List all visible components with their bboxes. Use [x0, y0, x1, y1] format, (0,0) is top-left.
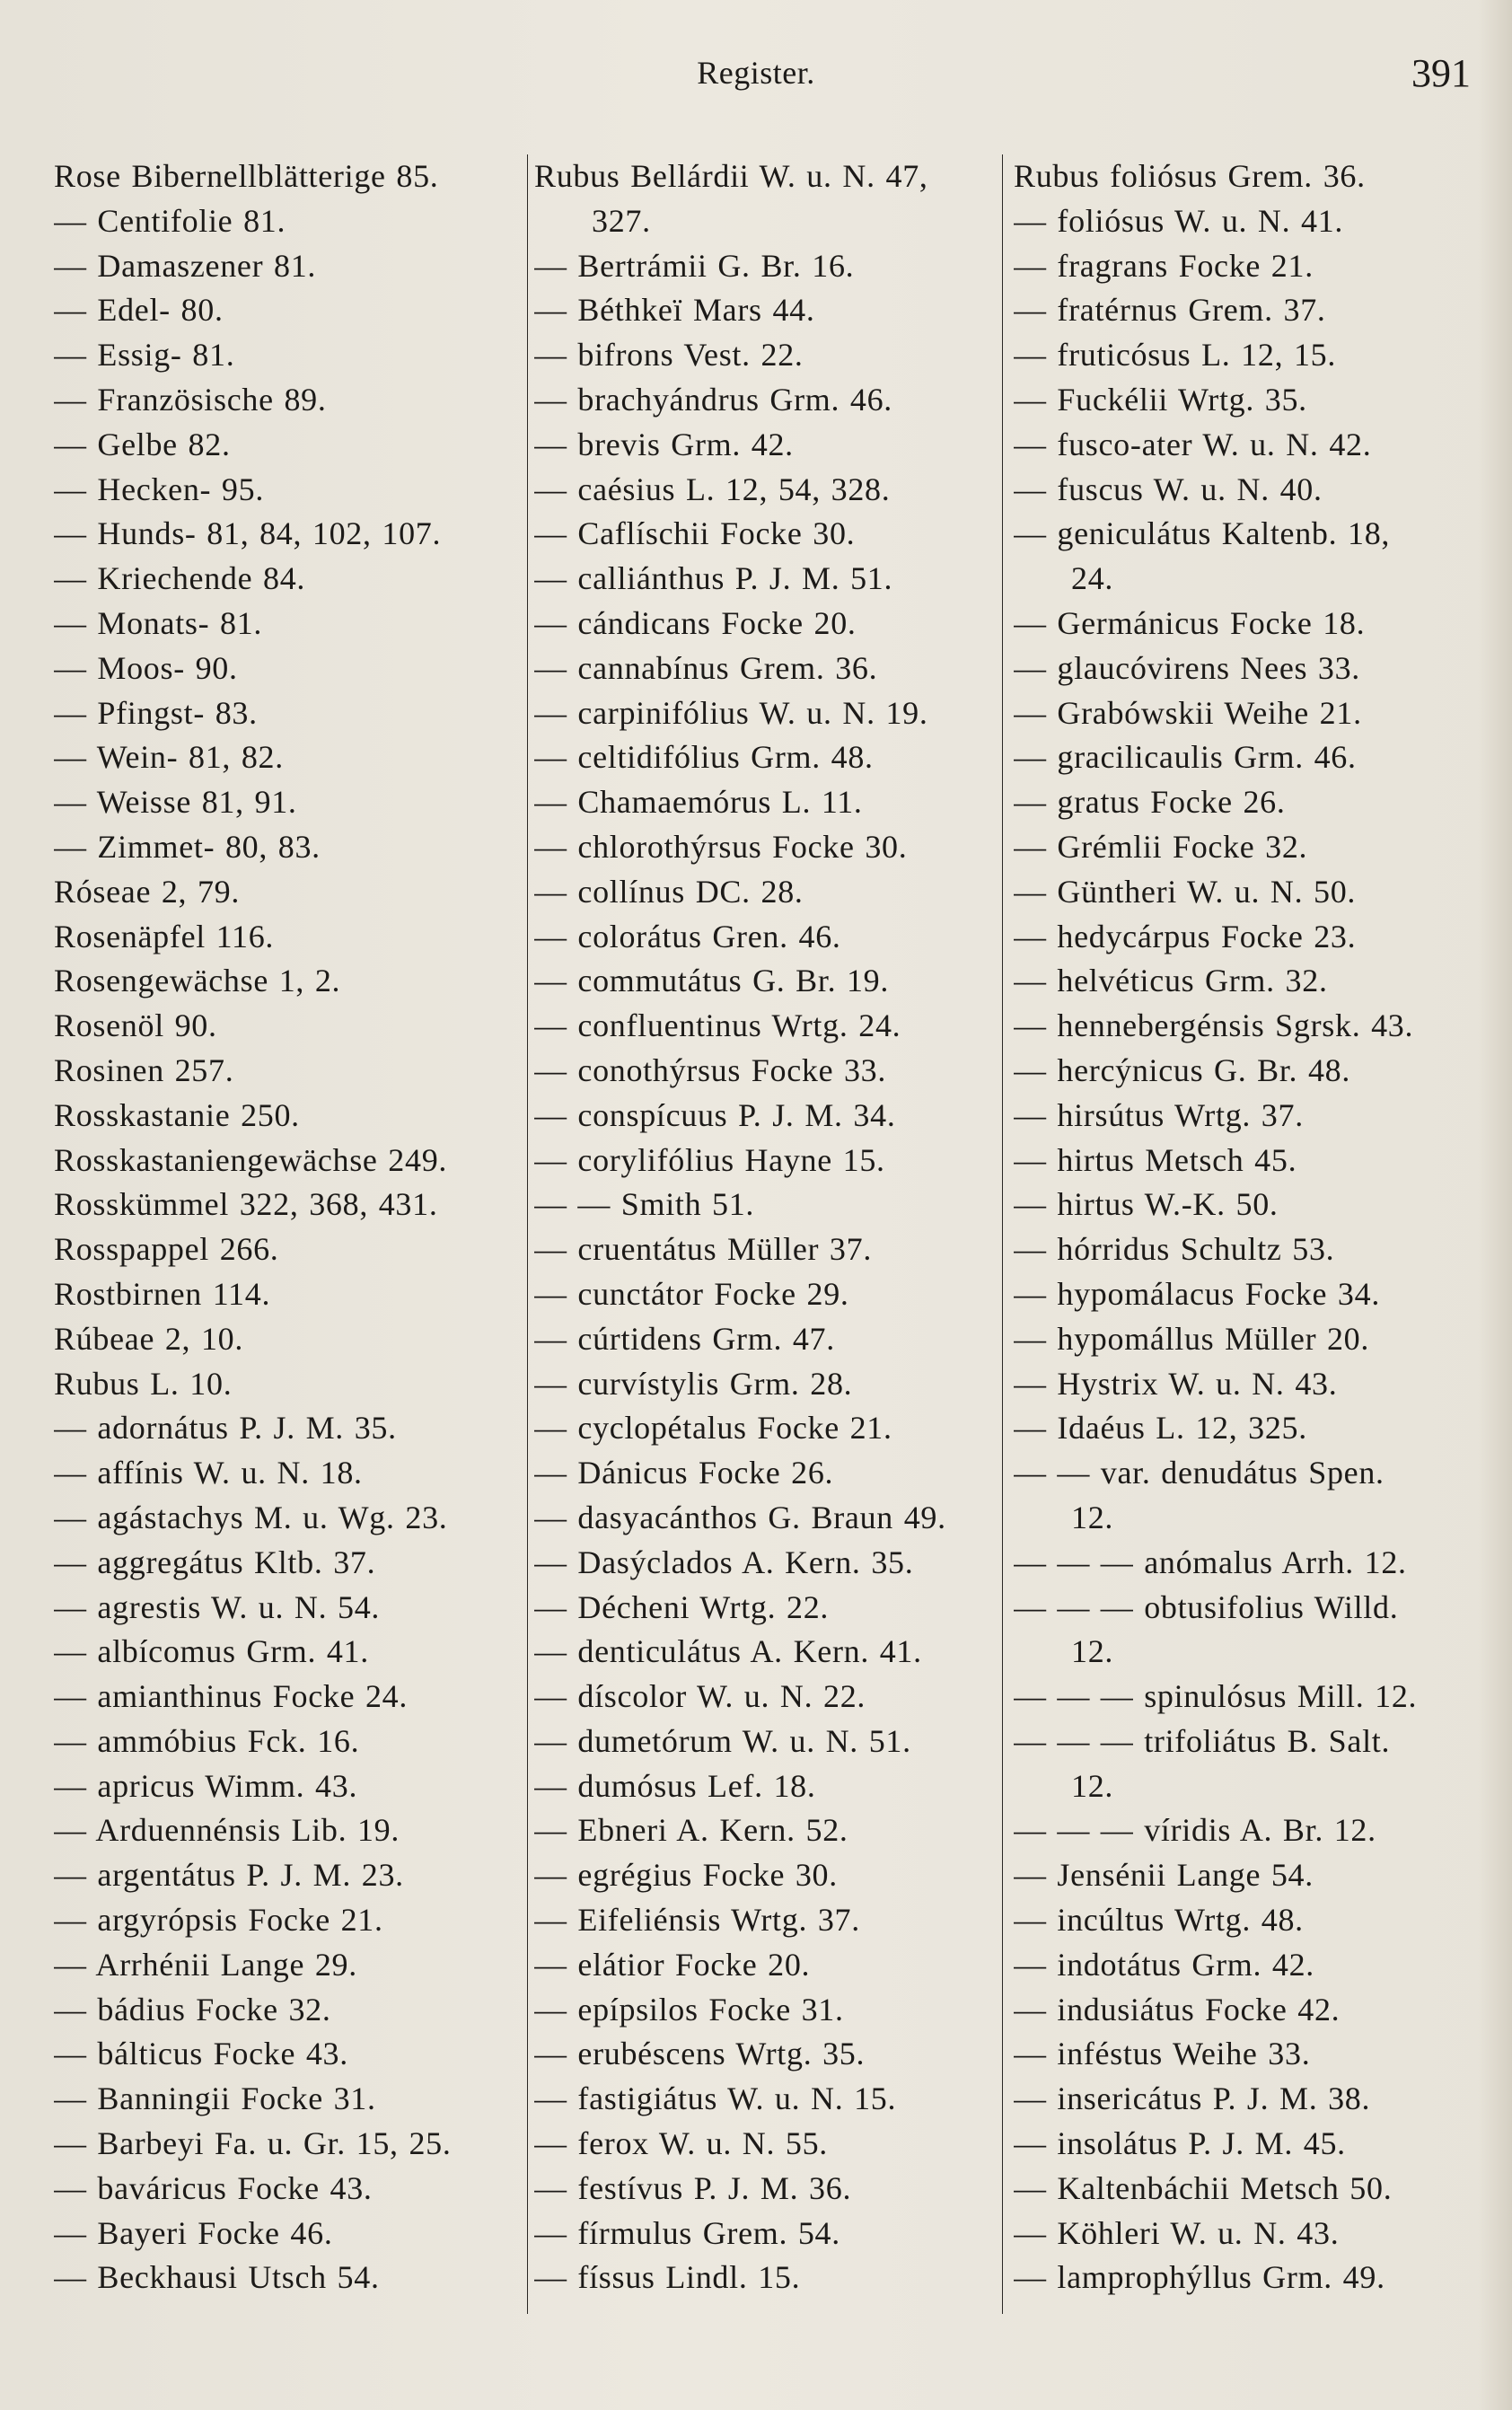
index-entry: — hirtus Metsch 45. [1014, 1141, 1297, 1178]
index-entry: — agrestis W. u. N. 54. [54, 1588, 381, 1625]
index-entry: — foliósus W. u. N. 41. [1014, 202, 1344, 239]
index-entry: — Gelbe 82. [54, 426, 231, 462]
index-entry: — Barbeyi Fa. u. Gr. 15, 25. [54, 2125, 452, 2162]
index-entry: — hercýnicus G. Br. 48. [1014, 1051, 1351, 1088]
index-entry: — Arrhénii Lange 29. [54, 1946, 357, 1983]
page-number: 391 [1411, 51, 1471, 95]
index-entry: — Arduennénsis Lib. 19. [54, 1812, 400, 1849]
index-entry: — Eifeliénsis Wrtg. 37. [534, 1902, 860, 1939]
index-entry: — fruticósus L. 12, 15. [1014, 337, 1337, 374]
index-entry: — Edel- 80. [54, 292, 224, 329]
index-entry: — festívus P. J. M. 36. [534, 2169, 852, 2206]
index-entry: — denticulátus A. Kern. 41. [534, 1633, 922, 1670]
index-entry: — insericátus P. J. M. 38. [1014, 2080, 1371, 2117]
index-entry: — díscolor W. u. N. 22. [534, 1678, 866, 1715]
index-entry: — Moos- 90. [54, 649, 238, 686]
index-entry: — Bayeri Focke 46. [54, 2214, 333, 2251]
index-entry: — Monats- 81. [54, 604, 263, 641]
index-entry: — argentátus P. J. M. 23. [54, 1857, 404, 1894]
index-entry: — gratus Focke 26. [1014, 784, 1286, 821]
index-entry: — Kriechende 84. [54, 560, 306, 597]
index-entry: — Hunds- 81, 84, 102, 107. [54, 515, 442, 552]
index-entry: — — — víridis A. Br. 12. [1014, 1812, 1376, 1849]
index-entry: — inféstus Weihe 33. [1014, 2036, 1311, 2072]
index-entry: — gracilicaulis Grm. 46. [1014, 739, 1357, 776]
index-entry-continuation: 12. [1071, 1633, 1114, 1670]
index-entry: — insolátus P. J. M. 45. [1014, 2125, 1346, 2162]
index-entry: — conothýrsus Focke 33. [534, 1051, 887, 1088]
index-entry: — cándicans Focke 20. [534, 604, 857, 641]
index-entry: Rubus Bellárdii W. u. N. 47, [534, 158, 928, 194]
index-entry-list [1014, 154, 1485, 2300]
index-entry: — Germánicus Focke 18. [1014, 604, 1366, 641]
running-head [0, 50, 1512, 104]
index-entry: — amianthinus Focke 24. [54, 1678, 409, 1715]
index-entry: Rostbirnen 114. [54, 1275, 271, 1312]
index-entry: — calliánthus P. J. M. 51. [534, 560, 893, 597]
index-entry: Rosskastanie 250. [54, 1096, 300, 1133]
index-entry-list [54, 154, 521, 2300]
index-entry: — adornátus P. J. M. 35. [54, 1410, 397, 1447]
index-entry: — conspícuus P. J. M. 34. [534, 1096, 896, 1133]
index-entry: — fusco-ater W. u. N. 42. [1014, 426, 1372, 462]
index-entry: — epípsilos Focke 31. [534, 1991, 844, 2027]
index-entry: — físsus Lindl. 15. [534, 2259, 801, 2296]
index-entry: — Güntheri W. u. N. 50. [1014, 873, 1357, 910]
index-entry: — Caflíschii Focke 30. [534, 515, 856, 552]
index-entry: Rubus foliósus Grem. 36. [1014, 158, 1366, 194]
index-entry: — curvístylis Grm. 28. [534, 1365, 853, 1402]
index-entry: — hennebergénsis Sgrsk. 43. [1014, 1007, 1414, 1044]
index-entry: Rosspappel 266. [54, 1231, 279, 1268]
index-entry: — commutátus G. Br. 19. [534, 963, 890, 999]
index-entry: Rosenäpfel 116. [54, 918, 275, 954]
index-entry: — Hystrix W. u. N. 43. [1014, 1365, 1338, 1402]
index-entry: — geniculátus Kaltenb. 18, [1014, 515, 1391, 552]
index-entry: — indusiátus Focke 42. [1014, 1991, 1341, 2027]
index-entry: — cunctátor Focke 29. [534, 1275, 849, 1312]
index-entry: — Ebneri A. Kern. 52. [534, 1812, 848, 1849]
index-entry: — indotátus Grm. 42. [1014, 1946, 1314, 1983]
index-entry-continuation: 24. [1071, 560, 1114, 597]
index-entry: — brevis Grm. 42. [534, 426, 794, 462]
index-entry: — corylifólius Hayne 15. [534, 1141, 885, 1178]
index-entry: — Wein- 81, 82. [54, 739, 284, 776]
index-column-3 [1014, 154, 1485, 2345]
index-entry: Rosengewächse 1, 2. [54, 963, 341, 999]
index-entry: — Grémlii Focke 32. [1014, 828, 1308, 865]
index-entry: — Bertrámii G. Br. 16. [534, 247, 855, 284]
index-entry: — — — anómalus Arrh. 12. [1014, 1544, 1407, 1580]
index-entry: — cannabínus Grem. 36. [534, 649, 878, 686]
index-entry: — Banningii Focke 31. [54, 2080, 376, 2117]
index-entry: — Chamaemórus L. 11. [534, 784, 863, 821]
index-entry: — Décheni Wrtg. 22. [534, 1588, 830, 1625]
index-entry: — affínis W. u. N. 18. [54, 1455, 363, 1491]
index-entry: — — — obtusifolius Willd. [1014, 1588, 1399, 1625]
index-entry: Rosskümmel 322, 368, 431. [54, 1186, 438, 1223]
index-entry: — bádius Focke 32. [54, 1991, 331, 2027]
index-entry: — hypomállus Müller 20. [1014, 1320, 1370, 1357]
index-entry: — ammóbius Fck. 16. [54, 1722, 360, 1759]
index-entry-list [534, 154, 1010, 2300]
index-entry: — ferox W. u. N. 55. [534, 2125, 828, 2162]
index-entry: Róseae 2, 79. [54, 873, 241, 910]
index-entry: — Hecken- 95. [54, 471, 265, 507]
index-entry: — caésius L. 12, 54, 328. [534, 471, 891, 507]
index-entry: — Kaltenbáchii Metsch 50. [1014, 2169, 1393, 2206]
index-entry: — Fuckélii Wrtg. 35. [1014, 381, 1307, 418]
index-entry-continuation: 12. [1071, 1499, 1114, 1535]
index-entry: — Pfingst- 83. [54, 694, 258, 731]
index-entry: — dasyacánthos G. Braun 49. [534, 1499, 946, 1535]
index-entry: — Dánicus Focke 26. [534, 1455, 834, 1491]
index-entry: — lamprophýllus Grm. 49. [1014, 2259, 1385, 2296]
index-entry: — hórridus Schultz 53. [1014, 1231, 1335, 1268]
index-entry: — hirsútus Wrtg. 37. [1014, 1096, 1304, 1133]
index-entry: — Essig- 81. [54, 337, 235, 374]
index-entry: — Centifolie 81. [54, 202, 286, 239]
index-entry: — dumósus Lef. 18. [534, 1767, 816, 1804]
index-entry: — Jensénii Lange 54. [1014, 1857, 1314, 1894]
index-entry-continuation: 327. [592, 202, 651, 239]
index-entry: — dumetórum W. u. N. 51. [534, 1722, 911, 1759]
index-entry: — cyclopétalus Focke 21. [534, 1410, 892, 1447]
index-entry: — fastigiátus W. u. N. 15. [534, 2080, 897, 2117]
index-entry: — fragrans Focke 21. [1014, 247, 1314, 284]
index-entry: — — — spinulósus Mill. 12. [1014, 1678, 1418, 1715]
index-entry: — fratérnus Grem. 37. [1014, 292, 1326, 329]
index-entry: — cúrtidens Grm. 47. [534, 1320, 835, 1357]
index-entry: — Französische 89. [54, 381, 327, 418]
running-title: Register. [697, 55, 815, 91]
index-entry: — — Smith 51. [534, 1186, 755, 1223]
index-entry: — helvéticus Grm. 32. [1014, 963, 1328, 999]
index-entry: — Zimmet- 80, 83. [54, 828, 321, 865]
index-entry: — Dasýclados A. Kern. 35. [534, 1544, 914, 1580]
index-entry: Rosinen 257. [54, 1051, 234, 1088]
index-column-2 [534, 154, 1010, 2345]
index-entry: — agástachys M. u. Wg. 23. [54, 1499, 448, 1535]
index-entry: Rúbeae 2, 10. [54, 1320, 244, 1357]
index-entry-continuation: 12. [1071, 1767, 1114, 1804]
index-entry: — hirtus W.-K. 50. [1014, 1186, 1279, 1223]
index-entry: — hypomálacus Focke 34. [1014, 1275, 1381, 1312]
index-entry: — chlorothýrsus Focke 30. [534, 828, 908, 865]
index-columns [54, 154, 1481, 2345]
index-entry: — Beckhausi Utsch 54. [54, 2259, 380, 2296]
index-entry: — Weisse 81, 91. [54, 784, 297, 821]
index-entry: — colorátus Gren. 46. [534, 918, 841, 954]
index-entry: — apricus Wimm. 43. [54, 1767, 358, 1804]
index-entry: — collínus DC. 28. [534, 873, 804, 910]
index-entry: — bálticus Focke 43. [54, 2036, 348, 2072]
index-entry: — bifrons Vest. 22. [534, 337, 804, 374]
index-entry: Rose Bibernellblätterige 85. [54, 158, 439, 194]
index-entry: — hedycárpus Focke 23. [1014, 918, 1357, 954]
index-entry: — fuscus W. u. N. 40. [1014, 471, 1323, 507]
index-entry: Rubus L. 10. [54, 1365, 233, 1402]
index-entry: — egrégius Focke 30. [534, 1857, 838, 1894]
index-entry: — brachyándrus Grm. 46. [534, 381, 893, 418]
index-entry: — — — trifoliátus B. Salt. [1014, 1722, 1391, 1759]
index-entry: — carpinifólius W. u. N. 19. [534, 694, 928, 731]
index-entry: — erubéscens Wrtg. 35. [534, 2036, 866, 2072]
index-entry: — Grabówskii Weihe 21. [1014, 694, 1362, 731]
index-entry: — argyrópsis Focke 21. [54, 1902, 383, 1939]
index-entry: — baváricus Focke 43. [54, 2169, 373, 2206]
index-entry: — albícomus Grm. 41. [54, 1633, 369, 1670]
index-entry: — cruentátus Müller 37. [534, 1231, 873, 1268]
index-entry: — incúltus Wrtg. 48. [1014, 1902, 1304, 1939]
index-column-1 [54, 154, 521, 2345]
index-entry: — Idaéus L. 12, 325. [1014, 1410, 1307, 1447]
index-entry: — elátior Focke 20. [534, 1946, 811, 1983]
index-entry: Rosskastaniengewächse 249. [54, 1141, 448, 1178]
index-entry: — — var. denudátus Spen. [1014, 1455, 1385, 1491]
index-entry: — glaucóvirens Nees 33. [1014, 649, 1361, 686]
index-entry: Rosenöl 90. [54, 1007, 217, 1044]
index-entry: — fírmulus Grem. 54. [534, 2214, 840, 2251]
index-entry: — celtidifólius Grm. 48. [534, 739, 874, 776]
index-entry: — confluentinus Wrtg. 24. [534, 1007, 901, 1044]
index-entry: — Köhleri W. u. N. 43. [1014, 2214, 1340, 2251]
index-entry: — aggregátus Kltb. 37. [54, 1544, 376, 1580]
index-entry: — Damaszener 81. [54, 247, 317, 284]
index-entry: — Béthkeï Mars 44. [534, 292, 815, 329]
